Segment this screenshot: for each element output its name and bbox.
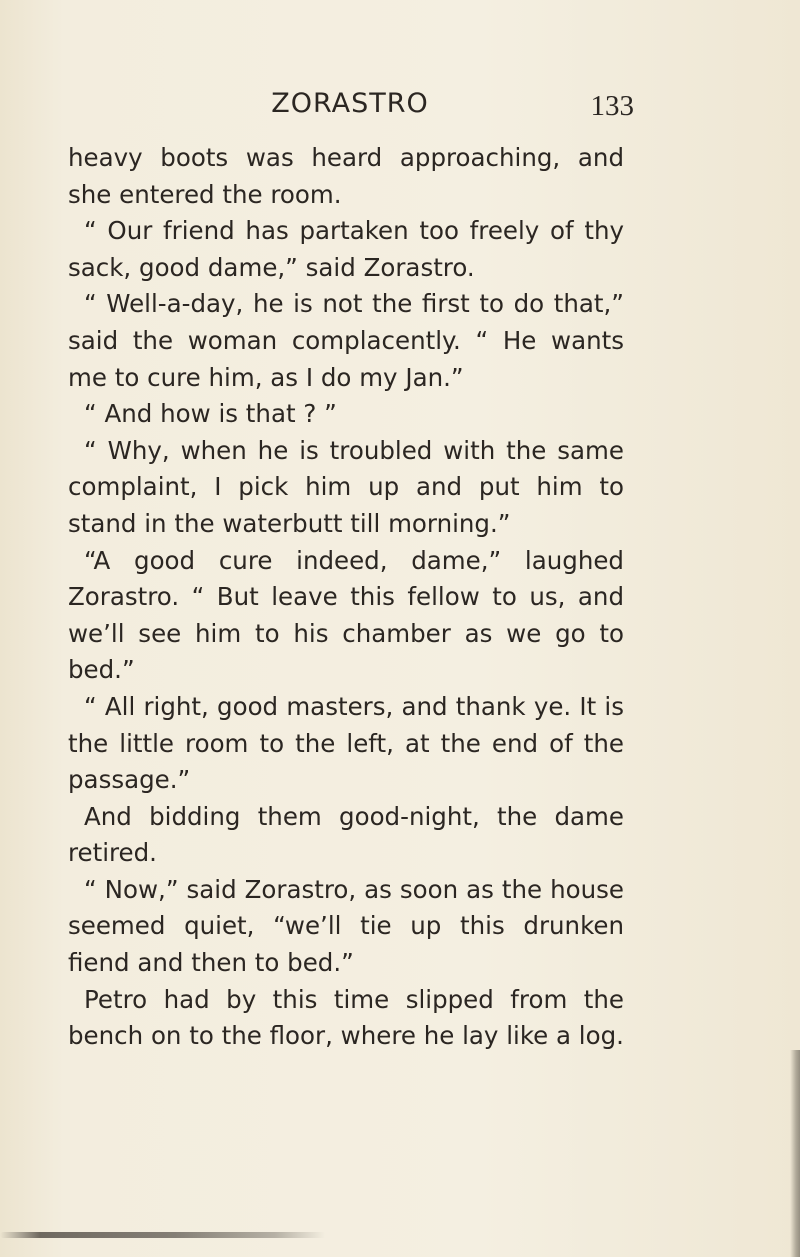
page-right-edge (790, 1050, 800, 1257)
running-title: ZORASTRO (271, 88, 429, 119)
paragraph: And bidding them good-night, the dame retired. (68, 801, 624, 868)
page-number: 133 (590, 90, 634, 122)
paragraph: “ Now,” said Zorastro, as soon as the house seemed quiet, “we’ll tie up this drunken fiend and then to bed.” (68, 874, 624, 978)
paragraph: “ Why, when he is troubled with the same complaint, I pick him up and put him to stand in the waterbutt till morning.” (68, 435, 624, 538)
paragraph: “A good cure indeed, dame,” laughed Zorastro. “ But leave this fellow to us, and we’ll see him to his chamber as we go to bed.” (68, 545, 624, 685)
paragraph: “ Well-a-day, he is not the first to do that,” said the woman complacently. “ He wants me to cure him, as I do my Jan.” (68, 289, 624, 392)
running-head (70, 84, 634, 128)
body-text (68, 140, 624, 1055)
paragraph: “ All right, good masters, and thank ye. It is the little room to the left, at the end of the passage.” (68, 691, 624, 795)
paragraph: heavy boots was heard approaching, and she entered the room. (68, 143, 624, 209)
page-bottom-edge (0, 1232, 500, 1238)
paragraph: Petro had by this time slipped from the bench on to the floor, where he lay like a log. (68, 984, 624, 1051)
paragraph: “ Our friend has partaken too freely of thy sack, good dame,” said Zorastro. (68, 216, 624, 282)
paragraph: “ And how is that ? ” (84, 399, 337, 429)
